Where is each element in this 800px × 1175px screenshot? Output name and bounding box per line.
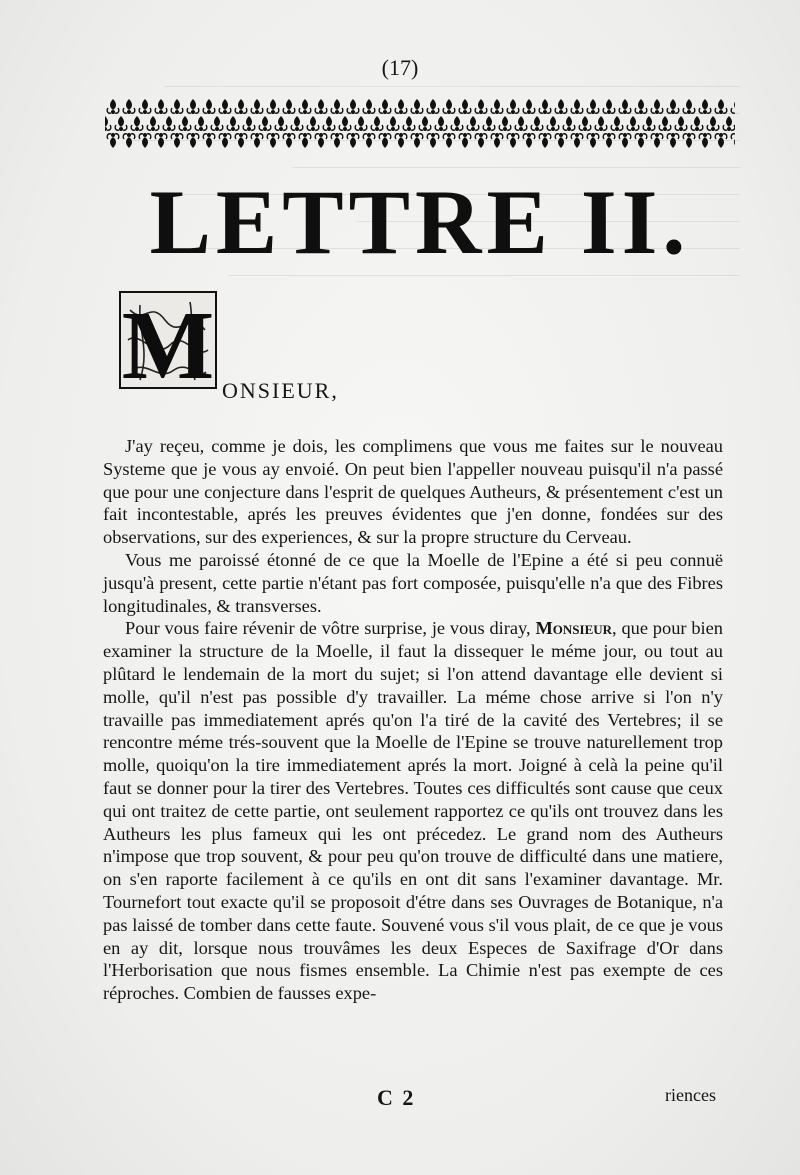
fleuron-ornament-band <box>105 98 735 150</box>
paragraph-2: Vous me paroissé étonné de ce que la Moelle de l'Epine a été si peu connuë jusqu'à present, cette partie n'étant pas fort composée, puisqu'elle n'a que des Fibres longitudinales, & transverses. <box>103 549 723 616</box>
paragraph-1: J'ay reçeu, comme je dois, les complimens que vous me faites sur le nouveau Systeme que je vous ay envoié. On peut bien l'appeller nouveau puisqu'il n'a passé que pour une conjecture dans l'esprit de quelques Autheurs, & présentement c'est un fait incontestable, aprés les preuves évidentes que j'en donne, fondées sur des observations, sur des experiences, & sur la propre structure du Cerveau. <box>103 436 723 548</box>
svg-text:M: M <box>121 292 215 390</box>
letter-heading: LETTRE II. <box>149 171 691 273</box>
salutation: ONSIEUR, <box>222 378 339 403</box>
paragraph-3-part-2: , que pour bien examiner la structure de la Moelle, il faut la dissequer le méme jour, ou tout au plûtard le lendemain de la mort du sujet; si l'on attend davantage elle devient si molle, qu'il n'est pas possible d'y travailler. La méme chose arrive si l'on n'y travaille pas immediatement aprés qu'on l'a tiré de la cavité des Vertebres; il se rencontre méme trés-souvent que la Moelle de l'Epine se trouve naturellement trop molle, quoiqu'on la tire immediatement aprés la mort. Joigné à celà la peine qu'il faut se donner pour la tirer des Vertebres. Toutes ces difficultés sont cause que ceux qui ont traitez de cette partie, ont seulement rapportez ce qu'ils ont trouvez dans les Autheurs les plus fameux qui les ont précedez. Le grand nom des Autheurs n'impose que trop souvent, & pour peu qu'on trouve de difficulté dans une matiere, on s'en raporte facilement à ce qu'ils en ont dit sans l'examiner davantage. Mr. Tournefort tout exacte qu'il se proposoit d'étre dans ses Ouvrages de Botanique, n'a pas laissé de tomber dans cette faute. Souvené vous s'il vous plait, de ce que je vous en ay dit, lorsque nous trouvâmes les deux Especes de Saxifrage d'Or dans l'Herborisation que nous fismes ensemble. La Chimie n'est pas exempte de ces réproches. Combien de fausses expe- <box>103 618 723 1004</box>
page-number: (17) <box>381 55 419 80</box>
letter-body <box>103 435 723 1005</box>
decorated-initial-m <box>110 290 220 390</box>
paragraph-3 <box>103 617 723 1005</box>
signature-mark: C 2 <box>377 1085 416 1110</box>
catchword: riences <box>665 1085 716 1105</box>
paragraph-3-part-1: Pour vous faire révenir de vôtre surprise, je vous diray, <box>125 618 536 639</box>
address-monsieur: Monsieur <box>535 618 613 639</box>
